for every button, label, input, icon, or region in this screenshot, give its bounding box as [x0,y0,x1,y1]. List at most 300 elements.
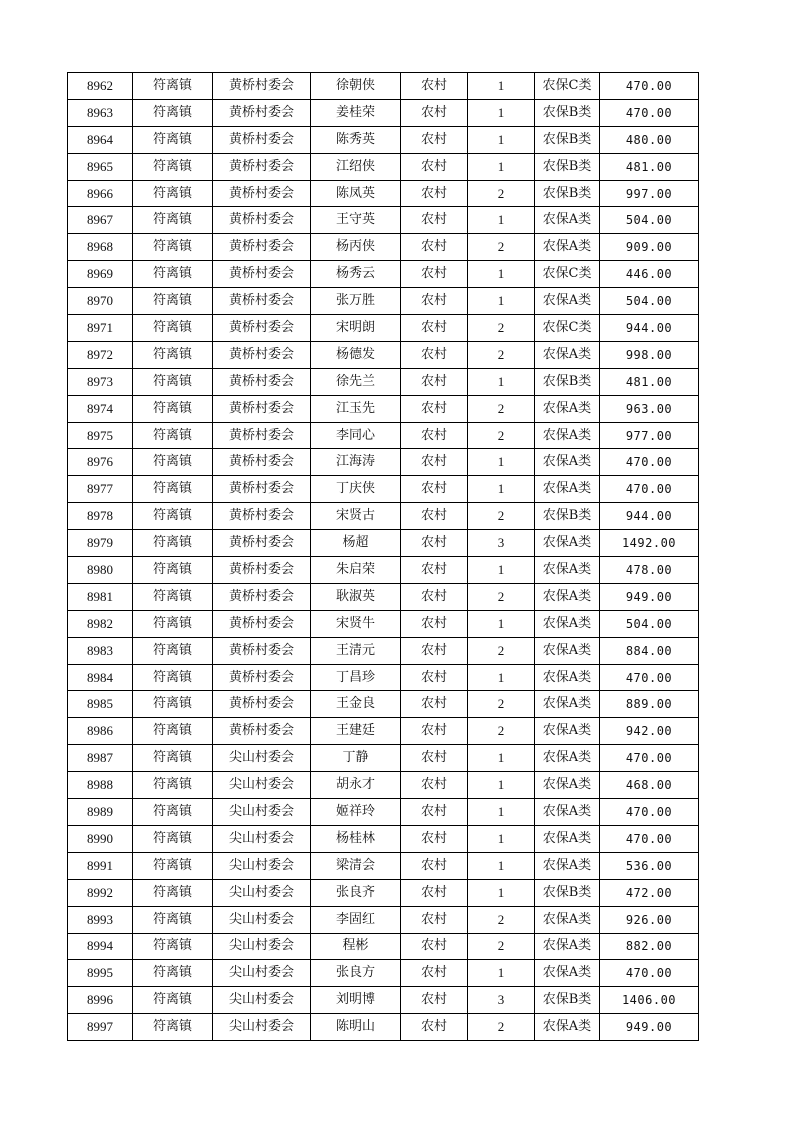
name-cell: 姬祥玲 [311,799,401,826]
area-type-cell: 农村 [401,368,468,395]
household-count-cell: 1 [468,960,535,987]
table-row [68,718,699,745]
village-committee-cell: 黄桥村委会 [213,422,311,449]
village-committee-cell: 黄桥村委会 [213,718,311,745]
insurance-category-cell: 农保A类 [535,799,600,826]
town-cell: 符离镇 [133,960,213,987]
insurance-category-cell: 农保A类 [535,341,600,368]
amount-cell: 909.00 [600,234,699,261]
name-cell: 陈明山 [311,1014,401,1041]
table-row [68,933,699,960]
town-cell: 符离镇 [133,772,213,799]
area-type-cell: 农村 [401,745,468,772]
area-type-cell: 农村 [401,476,468,503]
table-row [68,315,699,342]
town-cell: 符离镇 [133,557,213,584]
name-cell: 胡永才 [311,772,401,799]
amount-cell: 481.00 [600,153,699,180]
town-cell: 符离镇 [133,583,213,610]
table-row [68,637,699,664]
village-committee-cell: 黄桥村委会 [213,664,311,691]
household-count-cell: 1 [468,610,535,637]
name-cell: 耿淑英 [311,583,401,610]
village-committee-cell: 黄桥村委会 [213,261,311,288]
household-count-cell: 2 [468,933,535,960]
insurance-category-cell: 农保B类 [535,368,600,395]
household-count-cell: 1 [468,368,535,395]
area-type-cell: 农村 [401,530,468,557]
amount-cell: 478.00 [600,557,699,584]
table-row [68,207,699,234]
amount-cell: 997.00 [600,180,699,207]
insurance-category-cell: 农保A类 [535,610,600,637]
town-cell: 符离镇 [133,126,213,153]
amount-cell: 504.00 [600,288,699,315]
amount-cell: 470.00 [600,476,699,503]
household-count-cell: 1 [468,261,535,288]
village-committee-cell: 黄桥村委会 [213,126,311,153]
village-committee-cell: 黄桥村委会 [213,207,311,234]
village-committee-cell: 黄桥村委会 [213,610,311,637]
serial-number-cell: 8975 [68,422,133,449]
name-cell: 丁静 [311,745,401,772]
insurance-category-cell: 农保A类 [535,288,600,315]
name-cell: 张良方 [311,960,401,987]
amount-cell: 470.00 [600,745,699,772]
amount-cell: 472.00 [600,879,699,906]
town-cell: 符离镇 [133,745,213,772]
name-cell: 王金良 [311,691,401,718]
serial-number-cell: 8973 [68,368,133,395]
serial-number-cell: 8994 [68,933,133,960]
serial-number-cell: 8976 [68,449,133,476]
household-count-cell: 1 [468,879,535,906]
table-row [68,852,699,879]
table-row [68,99,699,126]
village-committee-cell: 尖山村委会 [213,1014,311,1041]
village-committee-cell: 黄桥村委会 [213,691,311,718]
village-committee-cell: 黄桥村委会 [213,503,311,530]
village-committee-cell: 黄桥村委会 [213,341,311,368]
household-count-cell: 2 [468,503,535,530]
serial-number-cell: 8968 [68,234,133,261]
table-row [68,288,699,315]
serial-number-cell: 8986 [68,718,133,745]
amount-cell: 470.00 [600,825,699,852]
area-type-cell: 农村 [401,933,468,960]
village-committee-cell: 尖山村委会 [213,772,311,799]
household-count-cell: 1 [468,825,535,852]
amount-cell: 470.00 [600,960,699,987]
amount-cell: 1492.00 [600,530,699,557]
serial-number-cell: 8969 [68,261,133,288]
village-committee-cell: 黄桥村委会 [213,73,311,100]
amount-cell: 926.00 [600,906,699,933]
area-type-cell: 农村 [401,691,468,718]
serial-number-cell: 8982 [68,610,133,637]
name-cell: 王守英 [311,207,401,234]
amount-cell: 480.00 [600,126,699,153]
household-count-cell: 1 [468,449,535,476]
village-committee-cell: 黄桥村委会 [213,99,311,126]
insurance-category-cell: 农保A类 [535,422,600,449]
village-committee-cell: 黄桥村委会 [213,395,311,422]
name-cell: 杨超 [311,530,401,557]
village-committee-cell: 黄桥村委会 [213,368,311,395]
village-committee-cell: 尖山村委会 [213,960,311,987]
insurance-category-cell: 农保C类 [535,315,600,342]
amount-cell: 884.00 [600,637,699,664]
area-type-cell: 农村 [401,503,468,530]
insurance-category-cell: 农保B类 [535,503,600,530]
area-type-cell: 农村 [401,261,468,288]
amount-cell: 468.00 [600,772,699,799]
name-cell: 刘明博 [311,987,401,1014]
area-type-cell: 农村 [401,583,468,610]
name-cell: 宋贤牛 [311,610,401,637]
table-row [68,691,699,718]
amount-cell: 963.00 [600,395,699,422]
village-committee-cell: 尖山村委会 [213,933,311,960]
serial-number-cell: 8978 [68,503,133,530]
table-row [68,422,699,449]
table-row [68,153,699,180]
name-cell: 宋贤古 [311,503,401,530]
name-cell: 梁清会 [311,852,401,879]
name-cell: 李固红 [311,906,401,933]
serial-number-cell: 8992 [68,879,133,906]
insurance-category-cell: 农保B类 [535,879,600,906]
town-cell: 符离镇 [133,637,213,664]
insurance-category-cell: 农保A类 [535,637,600,664]
insurance-category-cell: 农保A类 [535,772,600,799]
area-type-cell: 农村 [401,234,468,261]
village-committee-cell: 尖山村委会 [213,825,311,852]
name-cell: 陈凤英 [311,180,401,207]
name-cell: 杨桂林 [311,825,401,852]
serial-number-cell: 8970 [68,288,133,315]
table-row [68,610,699,637]
table-row [68,960,699,987]
area-type-cell: 农村 [401,73,468,100]
insurance-category-cell: 农保B类 [535,180,600,207]
village-committee-cell: 黄桥村委会 [213,449,311,476]
table-row [68,987,699,1014]
household-count-cell: 1 [468,664,535,691]
household-count-cell: 1 [468,99,535,126]
name-cell: 丁昌珍 [311,664,401,691]
table-row [68,1014,699,1041]
name-cell: 江玉先 [311,395,401,422]
table-row [68,261,699,288]
village-committee-cell: 黄桥村委会 [213,557,311,584]
serial-number-cell: 8964 [68,126,133,153]
serial-number-cell: 8996 [68,987,133,1014]
amount-cell: 977.00 [600,422,699,449]
area-type-cell: 农村 [401,557,468,584]
table-row [68,879,699,906]
name-cell: 张万胜 [311,288,401,315]
area-type-cell: 农村 [401,99,468,126]
insurance-category-cell: 农保B类 [535,987,600,1014]
insurance-category-cell: 农保A类 [535,745,600,772]
table-row [68,234,699,261]
area-type-cell: 农村 [401,341,468,368]
village-committee-cell: 黄桥村委会 [213,637,311,664]
town-cell: 符离镇 [133,180,213,207]
insurance-category-cell: 农保A类 [535,718,600,745]
insurance-category-cell: 农保C类 [535,73,600,100]
amount-cell: 470.00 [600,73,699,100]
household-count-cell: 1 [468,153,535,180]
amount-cell: 470.00 [600,99,699,126]
area-type-cell: 农村 [401,879,468,906]
table-body [68,73,699,1041]
household-count-cell: 2 [468,341,535,368]
amount-cell: 504.00 [600,610,699,637]
village-committee-cell: 黄桥村委会 [213,153,311,180]
area-type-cell: 农村 [401,395,468,422]
insurance-category-cell: 农保A类 [535,960,600,987]
table-row [68,73,699,100]
name-cell: 杨丙侠 [311,234,401,261]
insurance-category-cell: 农保A类 [535,234,600,261]
amount-cell: 470.00 [600,799,699,826]
household-count-cell: 1 [468,207,535,234]
amount-cell: 949.00 [600,1014,699,1041]
household-count-cell: 2 [468,234,535,261]
table-row [68,583,699,610]
name-cell: 杨秀云 [311,261,401,288]
serial-number-cell: 8979 [68,530,133,557]
household-count-cell: 1 [468,745,535,772]
town-cell: 符离镇 [133,852,213,879]
serial-number-cell: 8971 [68,315,133,342]
name-cell: 王建廷 [311,718,401,745]
town-cell: 符离镇 [133,825,213,852]
town-cell: 符离镇 [133,906,213,933]
table-row [68,503,699,530]
name-cell: 陈秀英 [311,126,401,153]
insurance-category-cell: 农保A类 [535,476,600,503]
insurance-category-cell: 农保A类 [535,664,600,691]
town-cell: 符离镇 [133,99,213,126]
amount-cell: 942.00 [600,718,699,745]
serial-number-cell: 8993 [68,906,133,933]
village-committee-cell: 尖山村委会 [213,906,311,933]
village-committee-cell: 黄桥村委会 [213,583,311,610]
town-cell: 符离镇 [133,503,213,530]
table-row [68,476,699,503]
household-count-cell: 2 [468,422,535,449]
name-cell: 徐朝侠 [311,73,401,100]
insurance-category-cell: 农保A类 [535,207,600,234]
area-type-cell: 农村 [401,960,468,987]
amount-cell: 944.00 [600,503,699,530]
household-count-cell: 2 [468,1014,535,1041]
serial-number-cell: 8989 [68,799,133,826]
town-cell: 符离镇 [133,476,213,503]
area-type-cell: 农村 [401,153,468,180]
household-count-cell: 2 [468,637,535,664]
area-type-cell: 农村 [401,126,468,153]
amount-cell: 481.00 [600,368,699,395]
area-type-cell: 农村 [401,825,468,852]
household-count-cell: 1 [468,288,535,315]
name-cell: 王清元 [311,637,401,664]
area-type-cell: 农村 [401,315,468,342]
town-cell: 符离镇 [133,530,213,557]
table-row [68,530,699,557]
serial-number-cell: 8991 [68,852,133,879]
insurance-category-cell: 农保A类 [535,906,600,933]
serial-number-cell: 8984 [68,664,133,691]
name-cell: 江海涛 [311,449,401,476]
table-row [68,449,699,476]
town-cell: 符离镇 [133,261,213,288]
insurance-category-cell: 农保C类 [535,261,600,288]
town-cell: 符离镇 [133,664,213,691]
name-cell: 朱启荣 [311,557,401,584]
table-row [68,906,699,933]
serial-number-cell: 8987 [68,745,133,772]
insurance-category-cell: 农保A类 [535,1014,600,1041]
town-cell: 符离镇 [133,879,213,906]
household-count-cell: 2 [468,395,535,422]
amount-cell: 470.00 [600,449,699,476]
insurance-category-cell: 农保B类 [535,99,600,126]
area-type-cell: 农村 [401,772,468,799]
village-committee-cell: 黄桥村委会 [213,315,311,342]
town-cell: 符离镇 [133,718,213,745]
area-type-cell: 农村 [401,637,468,664]
table-row [68,557,699,584]
town-cell: 符离镇 [133,1014,213,1041]
amount-cell: 1406.00 [600,987,699,1014]
town-cell: 符离镇 [133,207,213,234]
village-committee-cell: 尖山村委会 [213,799,311,826]
insurance-category-cell: 农保A类 [535,933,600,960]
amount-cell: 949.00 [600,583,699,610]
town-cell: 符离镇 [133,987,213,1014]
household-count-cell: 2 [468,583,535,610]
area-type-cell: 农村 [401,906,468,933]
name-cell: 姜桂荣 [311,99,401,126]
table-row [68,745,699,772]
area-type-cell: 农村 [401,1014,468,1041]
name-cell: 杨德发 [311,341,401,368]
household-count-cell: 1 [468,557,535,584]
household-count-cell: 1 [468,476,535,503]
village-committee-cell: 黄桥村委会 [213,530,311,557]
household-count-cell: 3 [468,987,535,1014]
village-committee-cell: 黄桥村委会 [213,288,311,315]
town-cell: 符离镇 [133,368,213,395]
insurance-category-cell: 农保B类 [535,153,600,180]
amount-cell: 998.00 [600,341,699,368]
serial-number-cell: 8981 [68,583,133,610]
town-cell: 符离镇 [133,395,213,422]
serial-number-cell: 8962 [68,73,133,100]
town-cell: 符离镇 [133,691,213,718]
area-type-cell: 农村 [401,664,468,691]
name-cell: 宋明朗 [311,315,401,342]
area-type-cell: 农村 [401,449,468,476]
name-cell: 徐先兰 [311,368,401,395]
town-cell: 符离镇 [133,73,213,100]
table-row [68,772,699,799]
insurance-category-cell: 农保A类 [535,583,600,610]
household-count-cell: 2 [468,906,535,933]
village-committee-cell: 尖山村委会 [213,852,311,879]
household-count-cell: 1 [468,772,535,799]
name-cell: 丁庆侠 [311,476,401,503]
town-cell: 符离镇 [133,422,213,449]
area-type-cell: 农村 [401,987,468,1014]
table-row [68,180,699,207]
table-row [68,799,699,826]
town-cell: 符离镇 [133,799,213,826]
serial-number-cell: 8977 [68,476,133,503]
insurance-category-cell: 农保A类 [535,530,600,557]
table-row [68,126,699,153]
household-count-cell: 2 [468,718,535,745]
area-type-cell: 农村 [401,718,468,745]
village-committee-cell: 尖山村委会 [213,987,311,1014]
serial-number-cell: 8963 [68,99,133,126]
table-row [68,664,699,691]
name-cell: 张良齐 [311,879,401,906]
serial-number-cell: 8988 [68,772,133,799]
serial-number-cell: 8983 [68,637,133,664]
amount-cell: 470.00 [600,664,699,691]
town-cell: 符离镇 [133,288,213,315]
area-type-cell: 农村 [401,852,468,879]
insurance-category-cell: 农保A类 [535,449,600,476]
village-committee-cell: 尖山村委会 [213,745,311,772]
village-committee-cell: 黄桥村委会 [213,234,311,261]
area-type-cell: 农村 [401,422,468,449]
household-count-cell: 2 [468,691,535,718]
name-cell: 李同心 [311,422,401,449]
insurance-category-cell: 农保A类 [535,825,600,852]
data-table [67,72,699,1041]
town-cell: 符离镇 [133,933,213,960]
town-cell: 符离镇 [133,610,213,637]
insurance-category-cell: 农保A类 [535,395,600,422]
serial-number-cell: 8966 [68,180,133,207]
serial-number-cell: 8972 [68,341,133,368]
insurance-category-cell: 农保A类 [535,691,600,718]
name-cell: 江绍侠 [311,153,401,180]
amount-cell: 882.00 [600,933,699,960]
area-type-cell: 农村 [401,288,468,315]
amount-cell: 504.00 [600,207,699,234]
household-count-cell: 1 [468,126,535,153]
household-count-cell: 1 [468,799,535,826]
name-cell: 程彬 [311,933,401,960]
table-row [68,395,699,422]
serial-number-cell: 8997 [68,1014,133,1041]
table-row [68,825,699,852]
amount-cell: 536.00 [600,852,699,879]
town-cell: 符离镇 [133,449,213,476]
serial-number-cell: 8967 [68,207,133,234]
household-count-cell: 3 [468,530,535,557]
serial-number-cell: 8965 [68,153,133,180]
serial-number-cell: 8990 [68,825,133,852]
town-cell: 符离镇 [133,315,213,342]
